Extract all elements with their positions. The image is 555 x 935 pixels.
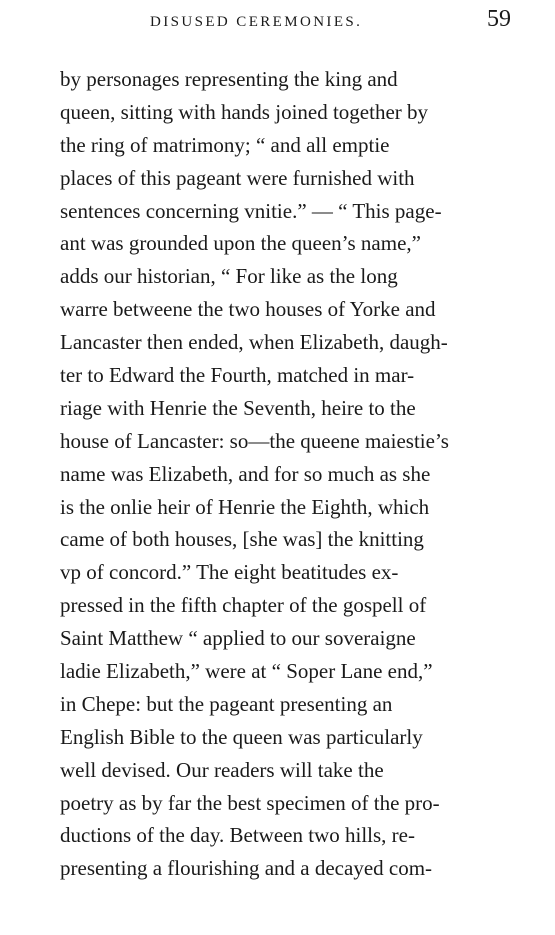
text-line: well devised. Our readers will take the [60, 757, 384, 782]
text-line: is the onlie heir of Henrie the Eighth, which [60, 494, 430, 519]
text-line: ladie Elizabeth,” were at “ Soper Lane end,” [60, 659, 433, 684]
text-line: came of both houses, [she was] the knitting [60, 527, 424, 552]
page-number: 59 [487, 6, 511, 32]
text-line: ant was grounded upon the queen’s name,” [60, 231, 421, 256]
text-line: in Chepe: but the pageant presenting an [60, 691, 393, 716]
text-line: warre betweene the two houses of Yorke and [60, 297, 436, 322]
text-line: ductions of the day. Between two hills, re- [60, 823, 415, 848]
text-line: poetry as by far the best specimen of the pro- [60, 790, 440, 815]
text-line: adds our historian, “ For like as the long [60, 264, 398, 289]
text-line: presenting a flourishing and a decayed com- [60, 856, 433, 881]
text-line: ter to Edward the Fourth, matched in mar- [60, 363, 415, 388]
running-title: DISUSED CEREMONIES. [150, 14, 363, 30]
text-line: queen, sitting with hands joined together by [60, 99, 429, 124]
text-line: pressed in the fifth chapter of the gospell of [60, 593, 427, 618]
text-line: vp of concord.” The eight beatitudes ex- [60, 560, 399, 585]
text-line: Saint Matthew “ applied to our soveraigne [60, 626, 416, 651]
text-line: house of Lancaster: so—the queene maiestie’s [60, 428, 449, 453]
body-text [60, 63, 512, 885]
text-line: Lancaster then ended, when Elizabeth, daugh- [60, 330, 448, 355]
text-line: name was Elizabeth, and for so much as she [60, 461, 431, 486]
text-line: sentences concerning vnitie.” — “ This page- [60, 198, 442, 223]
text-line: the ring of matrimony; “ and all emptie [60, 132, 390, 157]
text-line: by personages representing the king and [60, 67, 398, 91]
text-line: riage with Henrie the Seventh, heire to the [60, 395, 416, 420]
text-line: English Bible to the queen was particularly [60, 724, 423, 749]
text-line: places of this pageant were furnished with [60, 165, 415, 190]
